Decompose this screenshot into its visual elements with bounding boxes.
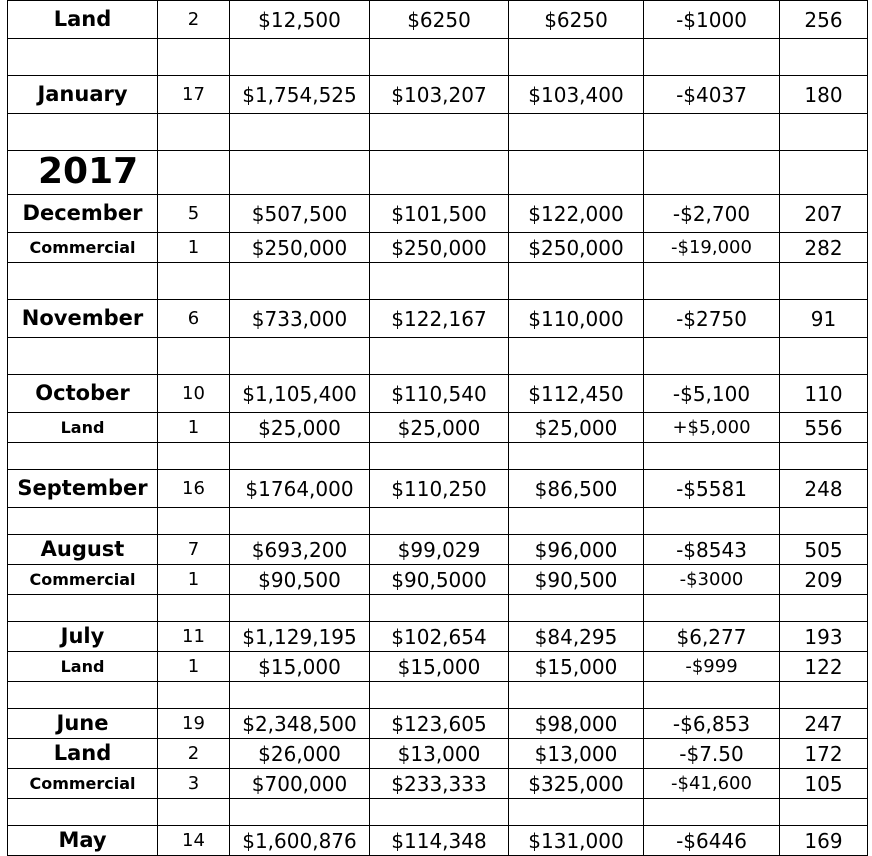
table-row bbox=[8, 1, 868, 39]
median-price-cell: $325,000 bbox=[509, 769, 644, 799]
median-price-cell bbox=[509, 595, 644, 622]
count-cell bbox=[158, 263, 230, 300]
average-price-cell: $102,654 bbox=[370, 622, 509, 652]
price-difference-cell: -$5581 bbox=[644, 470, 780, 508]
median-price-cell bbox=[509, 682, 644, 709]
total-volume-cell bbox=[230, 508, 370, 535]
days-on-market-cell bbox=[780, 443, 868, 470]
row-label bbox=[8, 114, 158, 151]
total-volume-cell: $1,600,876 bbox=[230, 826, 370, 856]
average-price-cell: $6250 bbox=[370, 1, 509, 39]
count-cell: 2 bbox=[158, 739, 230, 769]
spacer-row bbox=[8, 39, 868, 76]
days-on-market-cell bbox=[780, 682, 868, 709]
days-on-market-cell: 505 bbox=[780, 535, 868, 565]
days-on-market-cell: 91 bbox=[780, 300, 868, 338]
row-label: Land bbox=[8, 1, 158, 39]
price-difference-cell bbox=[644, 151, 780, 195]
days-on-market-cell bbox=[780, 114, 868, 151]
total-volume-cell: $26,000 bbox=[230, 739, 370, 769]
days-on-market-cell bbox=[780, 263, 868, 300]
average-price-cell: $90,5000 bbox=[370, 565, 509, 595]
price-difference-cell bbox=[644, 263, 780, 300]
price-difference-cell: -$19,000 bbox=[644, 233, 780, 263]
days-on-market-cell: 282 bbox=[780, 233, 868, 263]
price-difference-cell bbox=[644, 338, 780, 375]
total-volume-cell: $25,000 bbox=[230, 413, 370, 443]
count-cell: 1 bbox=[158, 565, 230, 595]
days-on-market-cell: 180 bbox=[780, 76, 868, 114]
table-row bbox=[8, 826, 868, 856]
days-on-market-cell bbox=[780, 39, 868, 76]
spacer-row bbox=[8, 114, 868, 151]
days-on-market-cell: 122 bbox=[780, 652, 868, 682]
row-label: October bbox=[8, 375, 158, 413]
row-label bbox=[8, 39, 158, 76]
days-on-market-cell: 169 bbox=[780, 826, 868, 856]
price-difference-cell bbox=[644, 39, 780, 76]
average-price-cell bbox=[370, 508, 509, 535]
average-price-cell bbox=[370, 151, 509, 195]
table-row bbox=[8, 622, 868, 652]
total-volume-cell: $1,754,525 bbox=[230, 76, 370, 114]
average-price-cell: $110,250 bbox=[370, 470, 509, 508]
median-price-cell: $131,000 bbox=[509, 826, 644, 856]
count-cell: 2 bbox=[158, 1, 230, 39]
table-row bbox=[8, 652, 868, 682]
count-cell: 17 bbox=[158, 76, 230, 114]
row-label bbox=[8, 338, 158, 375]
row-label bbox=[8, 682, 158, 709]
table-row bbox=[8, 76, 868, 114]
average-price-cell: $250,000 bbox=[370, 233, 509, 263]
total-volume-cell bbox=[230, 595, 370, 622]
median-price-cell: $84,295 bbox=[509, 622, 644, 652]
year-header-row bbox=[8, 151, 868, 195]
count-cell bbox=[158, 151, 230, 195]
median-price-cell: $96,000 bbox=[509, 535, 644, 565]
sales-summary-table bbox=[7, 0, 868, 856]
count-cell bbox=[158, 114, 230, 151]
price-difference-cell bbox=[644, 114, 780, 151]
median-price-cell: $110,000 bbox=[509, 300, 644, 338]
spacer-row bbox=[8, 595, 868, 622]
average-price-cell: $114,348 bbox=[370, 826, 509, 856]
row-label: December bbox=[8, 195, 158, 233]
count-cell: 7 bbox=[158, 535, 230, 565]
price-difference-cell: $6,277 bbox=[644, 622, 780, 652]
total-volume-cell bbox=[230, 682, 370, 709]
total-volume-cell: $12,500 bbox=[230, 1, 370, 39]
days-on-market-cell: 193 bbox=[780, 622, 868, 652]
median-price-cell: $98,000 bbox=[509, 709, 644, 739]
count-cell: 1 bbox=[158, 413, 230, 443]
median-price-cell bbox=[509, 114, 644, 151]
total-volume-cell: $90,500 bbox=[230, 565, 370, 595]
average-price-cell: $99,029 bbox=[370, 535, 509, 565]
count-cell bbox=[158, 595, 230, 622]
median-price-cell: $250,000 bbox=[509, 233, 644, 263]
days-on-market-cell: 247 bbox=[780, 709, 868, 739]
average-price-cell: $110,540 bbox=[370, 375, 509, 413]
average-price-cell bbox=[370, 799, 509, 826]
row-label bbox=[8, 508, 158, 535]
spacer-row bbox=[8, 682, 868, 709]
days-on-market-cell: 105 bbox=[780, 769, 868, 799]
median-price-cell: $13,000 bbox=[509, 739, 644, 769]
price-difference-cell: -$8543 bbox=[644, 535, 780, 565]
row-label bbox=[8, 595, 158, 622]
median-price-cell bbox=[509, 263, 644, 300]
count-cell bbox=[158, 338, 230, 375]
table-row bbox=[8, 565, 868, 595]
average-price-cell: $101,500 bbox=[370, 195, 509, 233]
days-on-market-cell bbox=[780, 508, 868, 535]
spacer-row bbox=[8, 799, 868, 826]
average-price-cell: $103,207 bbox=[370, 76, 509, 114]
total-volume-cell: $507,500 bbox=[230, 195, 370, 233]
price-difference-cell bbox=[644, 682, 780, 709]
total-volume-cell bbox=[230, 338, 370, 375]
average-price-cell bbox=[370, 114, 509, 151]
total-volume-cell bbox=[230, 39, 370, 76]
median-price-cell: $15,000 bbox=[509, 652, 644, 682]
spacer-row bbox=[8, 508, 868, 535]
price-difference-cell: -$4037 bbox=[644, 76, 780, 114]
count-cell: 16 bbox=[158, 470, 230, 508]
table-body bbox=[8, 1, 868, 856]
table-row bbox=[8, 375, 868, 413]
row-label bbox=[8, 263, 158, 300]
price-difference-cell bbox=[644, 443, 780, 470]
days-on-market-cell: 248 bbox=[780, 470, 868, 508]
price-difference-cell: -$2,700 bbox=[644, 195, 780, 233]
average-price-cell bbox=[370, 443, 509, 470]
average-price-cell: $15,000 bbox=[370, 652, 509, 682]
price-difference-cell bbox=[644, 595, 780, 622]
row-label bbox=[8, 799, 158, 826]
median-price-cell: $112,450 bbox=[509, 375, 644, 413]
table-row bbox=[8, 709, 868, 739]
days-on-market-cell: 209 bbox=[780, 565, 868, 595]
average-price-cell: $122,167 bbox=[370, 300, 509, 338]
price-difference-cell: -$999 bbox=[644, 652, 780, 682]
average-price-cell bbox=[370, 338, 509, 375]
price-difference-cell: -$7.50 bbox=[644, 739, 780, 769]
days-on-market-cell: 556 bbox=[780, 413, 868, 443]
table-row bbox=[8, 300, 868, 338]
total-volume-cell bbox=[230, 443, 370, 470]
total-volume-cell: $250,000 bbox=[230, 233, 370, 263]
total-volume-cell: $15,000 bbox=[230, 652, 370, 682]
median-price-cell: $90,500 bbox=[509, 565, 644, 595]
table-row bbox=[8, 233, 868, 263]
count-cell: 14 bbox=[158, 826, 230, 856]
price-difference-cell: -$6446 bbox=[644, 826, 780, 856]
days-on-market-cell bbox=[780, 799, 868, 826]
total-volume-cell bbox=[230, 263, 370, 300]
count-cell: 1 bbox=[158, 652, 230, 682]
table-row bbox=[8, 769, 868, 799]
total-volume-cell bbox=[230, 151, 370, 195]
average-price-cell: $233,333 bbox=[370, 769, 509, 799]
total-volume-cell: $1,129,195 bbox=[230, 622, 370, 652]
count-cell: 1 bbox=[158, 233, 230, 263]
price-difference-cell: -$2750 bbox=[644, 300, 780, 338]
median-price-cell bbox=[509, 39, 644, 76]
spacer-row bbox=[8, 338, 868, 375]
median-price-cell bbox=[509, 151, 644, 195]
table-row bbox=[8, 413, 868, 443]
price-difference-cell: -$3000 bbox=[644, 565, 780, 595]
total-volume-cell: $2,348,500 bbox=[230, 709, 370, 739]
price-difference-cell: -$41,600 bbox=[644, 769, 780, 799]
count-cell: 5 bbox=[158, 195, 230, 233]
days-on-market-cell bbox=[780, 595, 868, 622]
table-row bbox=[8, 470, 868, 508]
average-price-cell bbox=[370, 682, 509, 709]
count-cell: 3 bbox=[158, 769, 230, 799]
price-difference-cell: -$6,853 bbox=[644, 709, 780, 739]
row-label: Commercial bbox=[8, 233, 158, 263]
price-difference-cell: -$5,100 bbox=[644, 375, 780, 413]
price-difference-cell bbox=[644, 799, 780, 826]
median-price-cell: $122,000 bbox=[509, 195, 644, 233]
average-price-cell: $13,000 bbox=[370, 739, 509, 769]
median-price-cell: $6250 bbox=[509, 1, 644, 39]
total-volume-cell: $1,105,400 bbox=[230, 375, 370, 413]
median-price-cell: $25,000 bbox=[509, 413, 644, 443]
spacer-row bbox=[8, 263, 868, 300]
median-price-cell bbox=[509, 338, 644, 375]
count-cell: 6 bbox=[158, 300, 230, 338]
row-label: June bbox=[8, 709, 158, 739]
row-label: Land bbox=[8, 652, 158, 682]
total-volume-cell bbox=[230, 799, 370, 826]
days-on-market-cell bbox=[780, 151, 868, 195]
days-on-market-cell: 207 bbox=[780, 195, 868, 233]
days-on-market-cell bbox=[780, 338, 868, 375]
total-volume-cell: $693,200 bbox=[230, 535, 370, 565]
row-label bbox=[8, 443, 158, 470]
total-volume-cell: $700,000 bbox=[230, 769, 370, 799]
table-row bbox=[8, 739, 868, 769]
table-row bbox=[8, 535, 868, 565]
count-cell bbox=[158, 508, 230, 535]
average-price-cell: $25,000 bbox=[370, 413, 509, 443]
total-volume-cell: $1764,000 bbox=[230, 470, 370, 508]
count-cell: 10 bbox=[158, 375, 230, 413]
row-label: Land bbox=[8, 739, 158, 769]
total-volume-cell bbox=[230, 114, 370, 151]
row-label: Commercial bbox=[8, 565, 158, 595]
total-volume-cell: $733,000 bbox=[230, 300, 370, 338]
count-cell: 19 bbox=[158, 709, 230, 739]
row-label: August bbox=[8, 535, 158, 565]
row-label: September bbox=[8, 470, 158, 508]
average-price-cell bbox=[370, 263, 509, 300]
count-cell bbox=[158, 682, 230, 709]
median-price-cell: $103,400 bbox=[509, 76, 644, 114]
price-difference-cell: -$1000 bbox=[644, 1, 780, 39]
count-cell bbox=[158, 443, 230, 470]
row-label: Commercial bbox=[8, 769, 158, 799]
row-label: November bbox=[8, 300, 158, 338]
days-on-market-cell: 256 bbox=[780, 1, 868, 39]
table-row bbox=[8, 195, 868, 233]
average-price-cell bbox=[370, 39, 509, 76]
average-price-cell bbox=[370, 595, 509, 622]
median-price-cell: $86,500 bbox=[509, 470, 644, 508]
median-price-cell bbox=[509, 508, 644, 535]
price-difference-cell bbox=[644, 508, 780, 535]
row-label: Land bbox=[8, 413, 158, 443]
row-label: May bbox=[8, 826, 158, 856]
median-price-cell bbox=[509, 799, 644, 826]
spacer-row bbox=[8, 443, 868, 470]
count-cell: 11 bbox=[158, 622, 230, 652]
median-price-cell bbox=[509, 443, 644, 470]
price-difference-cell: +$5,000 bbox=[644, 413, 780, 443]
count-cell bbox=[158, 39, 230, 76]
row-label: January bbox=[8, 76, 158, 114]
days-on-market-cell: 172 bbox=[780, 739, 868, 769]
row-label: 2017 bbox=[8, 151, 158, 195]
days-on-market-cell: 110 bbox=[780, 375, 868, 413]
average-price-cell: $123,605 bbox=[370, 709, 509, 739]
count-cell bbox=[158, 799, 230, 826]
row-label: July bbox=[8, 622, 158, 652]
